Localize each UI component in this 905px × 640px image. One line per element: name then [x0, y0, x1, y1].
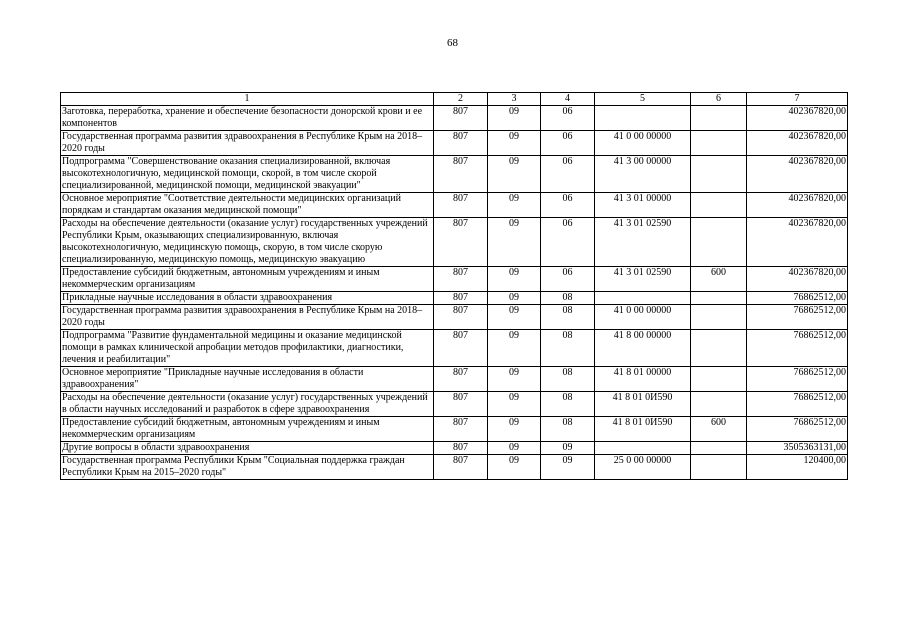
row-sum-cell: 402367820,00 — [747, 267, 848, 292]
table-row — [61, 442, 848, 455]
header-cell: 6 — [691, 93, 747, 106]
row-code-cell: 807 — [434, 292, 488, 305]
row-name-cell: Расходы на обеспечение деятельности (оказание услуг) государственных учреждений в области научных исследований и разработок в сфере здравоохранения — [61, 392, 434, 417]
row-expense-type-cell — [691, 218, 747, 267]
table-row — [61, 156, 848, 193]
header-cell: 2 — [434, 93, 488, 106]
row-section-cell: 09 — [488, 131, 541, 156]
budget-table — [60, 92, 848, 480]
table-row — [61, 392, 848, 417]
row-target-article-cell: 41 0 00 00000 — [595, 305, 691, 330]
row-section-cell: 09 — [488, 193, 541, 218]
row-code-cell: 807 — [434, 218, 488, 267]
row-expense-type-cell — [691, 330, 747, 367]
row-sum-cell: 76862512,00 — [747, 292, 848, 305]
row-name-cell: Прикладные научные исследования в области здравоохранения — [61, 292, 434, 305]
row-code-cell: 807 — [434, 267, 488, 292]
row-sum-cell: 3505363131,00 — [747, 442, 848, 455]
row-sum-cell: 76862512,00 — [747, 305, 848, 330]
table-row — [61, 305, 848, 330]
row-subsection-cell: 06 — [541, 106, 595, 131]
row-target-article-cell: 41 0 00 00000 — [595, 131, 691, 156]
row-name-cell: Подпрограмма "Развитие фундаментальной медицины и оказание медицинской помощи в рамках клинической апробации методов профилактики, диагностики, лечения и реабилитации" — [61, 330, 434, 367]
row-subsection-cell: 06 — [541, 267, 595, 292]
header-cell: 5 — [595, 93, 691, 106]
row-section-cell: 09 — [488, 218, 541, 267]
table-row — [61, 367, 848, 392]
row-sum-cell: 402367820,00 — [747, 193, 848, 218]
row-subsection-cell: 09 — [541, 455, 595, 480]
row-sum-cell: 402367820,00 — [747, 131, 848, 156]
row-section-cell: 09 — [488, 442, 541, 455]
table-row — [61, 417, 848, 442]
row-target-article-cell — [595, 106, 691, 131]
row-subsection-cell: 06 — [541, 131, 595, 156]
row-sum-cell: 76862512,00 — [747, 417, 848, 442]
table-row — [61, 131, 848, 156]
row-code-cell: 807 — [434, 392, 488, 417]
row-section-cell: 09 — [488, 305, 541, 330]
row-subsection-cell: 06 — [541, 193, 595, 218]
row-sum-cell: 402367820,00 — [747, 218, 848, 267]
row-target-article-cell: 25 0 00 00000 — [595, 455, 691, 480]
row-target-article-cell — [595, 292, 691, 305]
row-section-cell: 09 — [488, 330, 541, 367]
row-target-article-cell: 41 3 01 00000 — [595, 193, 691, 218]
row-code-cell: 807 — [434, 305, 488, 330]
table-header-row — [61, 93, 848, 106]
header-cell: 4 — [541, 93, 595, 106]
row-name-cell: Государственная программа развития здравоохранения в Республике Крым на 2018–2020 годы — [61, 305, 434, 330]
row-expense-type-cell — [691, 367, 747, 392]
row-expense-type-cell: 600 — [691, 267, 747, 292]
row-code-cell: 807 — [434, 106, 488, 131]
row-section-cell: 09 — [488, 455, 541, 480]
row-name-cell: Другие вопросы в области здравоохранения — [61, 442, 434, 455]
row-section-cell: 09 — [488, 267, 541, 292]
row-name-cell: Основное мероприятие "Соответствие деятельности медицинских организаций порядкам и стандартам оказания медицинской помощи" — [61, 193, 434, 218]
row-sum-cell: 76862512,00 — [747, 392, 848, 417]
row-section-cell: 09 — [488, 106, 541, 131]
page-number: 68 — [447, 37, 458, 49]
row-expense-type-cell — [691, 131, 747, 156]
row-target-article-cell: 41 3 01 02590 — [595, 218, 691, 267]
row-subsection-cell: 08 — [541, 292, 595, 305]
row-expense-type-cell — [691, 156, 747, 193]
table-body — [61, 106, 848, 480]
row-code-cell: 807 — [434, 156, 488, 193]
header-cell: 1 — [61, 93, 434, 106]
row-sum-cell: 402367820,00 — [747, 106, 848, 131]
row-target-article-cell: 41 3 00 00000 — [595, 156, 691, 193]
row-expense-type-cell — [691, 305, 747, 330]
row-target-article-cell: 41 8 00 00000 — [595, 330, 691, 367]
row-subsection-cell: 08 — [541, 305, 595, 330]
row-name-cell: Предоставление субсидий бюджетным, автономным учреждениям и иным некоммерческим организациям — [61, 417, 434, 442]
row-expense-type-cell — [691, 455, 747, 480]
row-name-cell: Расходы на обеспечение деятельности (оказание услуг) государственных учреждений Республики Крым, оказывающих специализированную, включая высокотехнологичную, медицинскую помощь, скорую, в том числе скорую специализированную, медицинскую помощь, медицинскую эвакуацию — [61, 218, 434, 267]
row-expense-type-cell — [691, 193, 747, 218]
row-target-article-cell — [595, 442, 691, 455]
row-code-cell: 807 — [434, 367, 488, 392]
table-row — [61, 193, 848, 218]
row-name-cell: Основное мероприятие "Прикладные научные исследования в области здравоохранения" — [61, 367, 434, 392]
row-expense-type-cell — [691, 292, 747, 305]
row-sum-cell: 76862512,00 — [747, 367, 848, 392]
row-sum-cell: 76862512,00 — [747, 330, 848, 367]
row-name-cell: Заготовка, переработка, хранение и обеспечение безопасности донорской крови и ее компонентов — [61, 106, 434, 131]
row-code-cell: 807 — [434, 417, 488, 442]
row-expense-type-cell — [691, 106, 747, 131]
row-code-cell: 807 — [434, 442, 488, 455]
row-code-cell: 807 — [434, 330, 488, 367]
row-subsection-cell: 08 — [541, 392, 595, 417]
row-expense-type-cell: 600 — [691, 417, 747, 442]
header-cell: 7 — [747, 93, 848, 106]
row-name-cell: Предоставление субсидий бюджетным, автономным учреждениям и иным некоммерческим организациям — [61, 267, 434, 292]
header-cell: 3 — [488, 93, 541, 106]
row-subsection-cell: 08 — [541, 367, 595, 392]
row-subsection-cell: 06 — [541, 156, 595, 193]
row-section-cell: 09 — [488, 367, 541, 392]
row-target-article-cell: 41 8 01 0И590 — [595, 392, 691, 417]
table-row — [61, 106, 848, 131]
table-row — [61, 267, 848, 292]
row-sum-cell: 120400,00 — [747, 455, 848, 480]
row-subsection-cell: 08 — [541, 330, 595, 367]
row-target-article-cell: 41 8 01 0И590 — [595, 417, 691, 442]
table-row — [61, 455, 848, 480]
row-subsection-cell: 09 — [541, 442, 595, 455]
row-name-cell: Государственная программа развития здравоохранения в Республике Крым на 2018–2020 годы — [61, 131, 434, 156]
row-target-article-cell: 41 3 01 02590 — [595, 267, 691, 292]
row-name-cell: Подпрограмма "Совершенствование оказания специализированной, включая высокотехнологичную, медицинской помощи, скорой, в том числе скорой специализированной, медицинской помощи, медицинской эвакуации" — [61, 156, 434, 193]
row-code-cell: 807 — [434, 193, 488, 218]
row-section-cell: 09 — [488, 417, 541, 442]
table-row — [61, 292, 848, 305]
row-expense-type-cell — [691, 392, 747, 417]
row-target-article-cell: 41 8 01 00000 — [595, 367, 691, 392]
row-name-cell: Государственная программа Республики Крым "Социальная поддержка граждан Республики Крым на 2015–2020 годы" — [61, 455, 434, 480]
table-row — [61, 330, 848, 367]
row-sum-cell: 402367820,00 — [747, 156, 848, 193]
row-section-cell: 09 — [488, 292, 541, 305]
row-section-cell: 09 — [488, 156, 541, 193]
table-row — [61, 218, 848, 267]
row-code-cell: 807 — [434, 455, 488, 480]
row-subsection-cell: 08 — [541, 417, 595, 442]
row-code-cell: 807 — [434, 131, 488, 156]
row-expense-type-cell — [691, 442, 747, 455]
row-subsection-cell: 06 — [541, 218, 595, 267]
row-section-cell: 09 — [488, 392, 541, 417]
